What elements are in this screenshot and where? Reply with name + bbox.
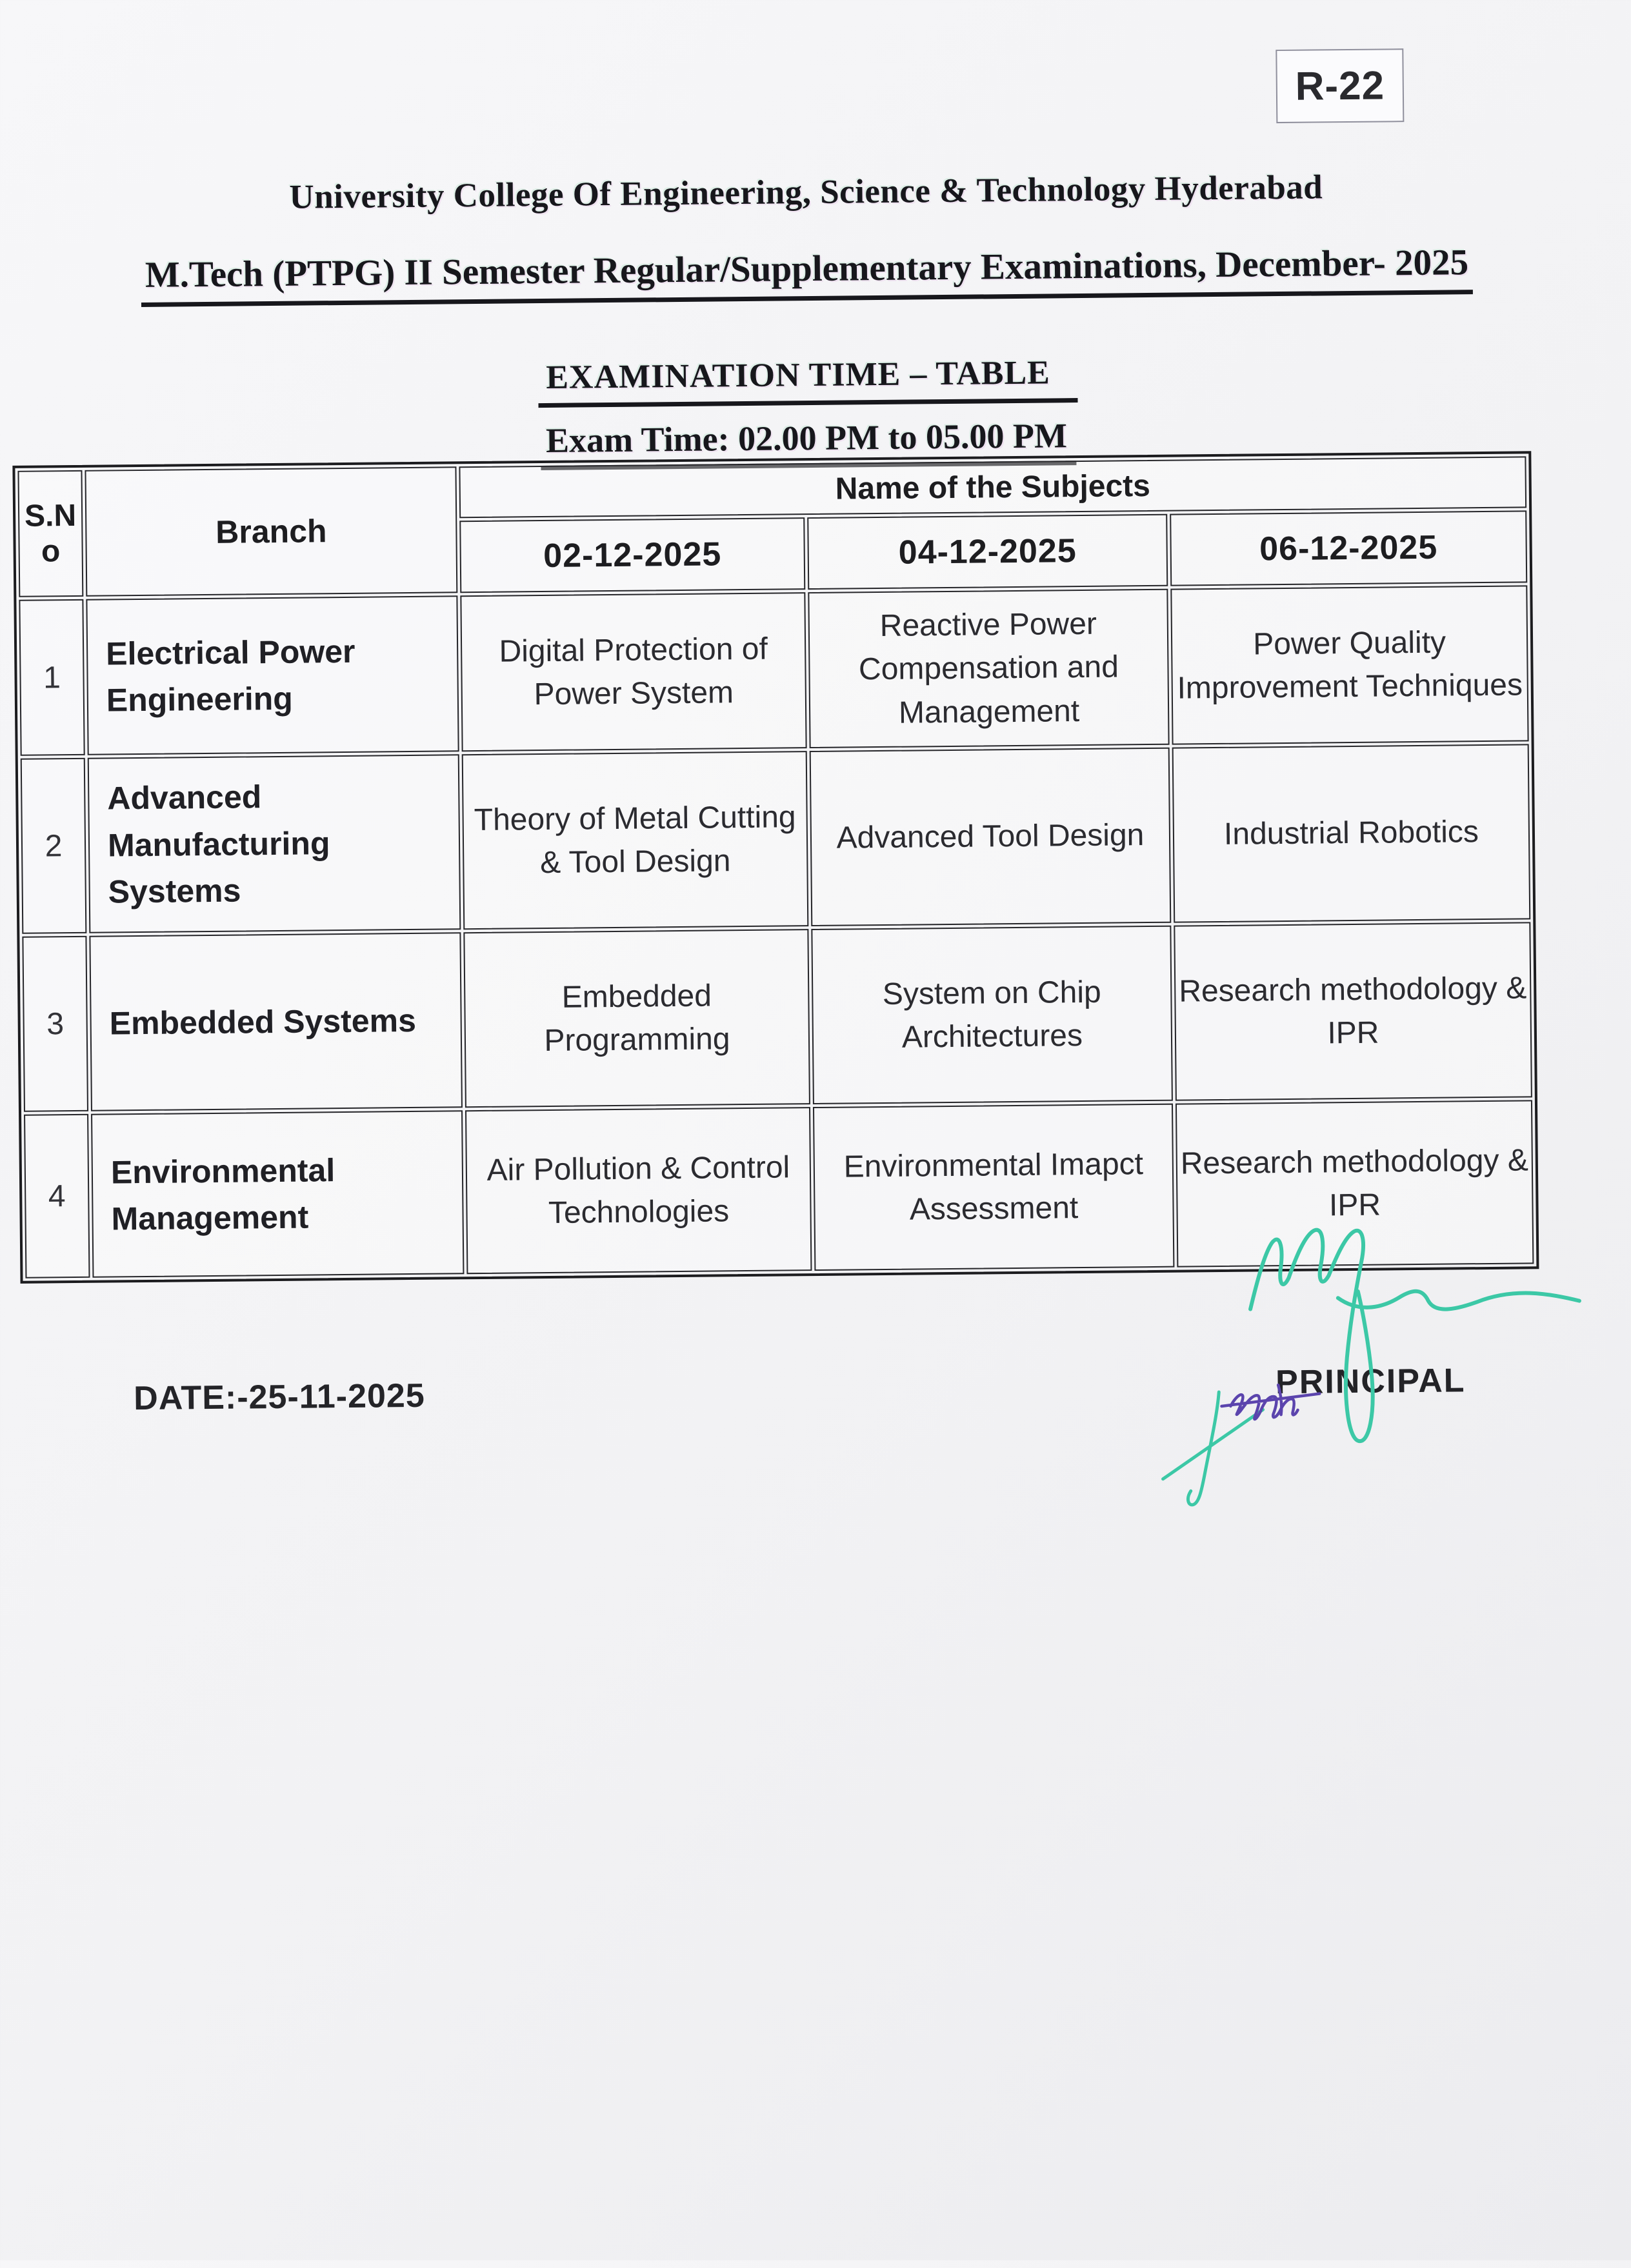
- table-row: [21, 744, 1531, 933]
- exam-title: [0, 240, 1623, 308]
- regulation-badge: [1276, 48, 1404, 123]
- branch-cell: Electrical Power Engineering: [86, 595, 459, 755]
- date-column-header-1: 02-12-2025: [459, 517, 805, 593]
- branch-cell: Embedded Systems: [89, 932, 463, 1111]
- sno-cell: 2: [21, 758, 87, 934]
- table-row: [19, 585, 1528, 755]
- date-column-header-2: 04-12-2025: [807, 514, 1168, 590]
- subject-cell: Industrial Robotics: [1172, 744, 1531, 922]
- principal-label: PRINCIPAL: [1275, 1362, 1466, 1402]
- subject-cell: Embedded Programming: [463, 929, 810, 1108]
- exam-time-heading-text: Exam Time: 02.00 PM to 05.00 PM: [541, 415, 1077, 470]
- subject-cell: Reactive Power Compensation and Management: [808, 589, 1169, 748]
- subject-cell: Air Pollution & Control Technologies: [465, 1107, 812, 1274]
- subject-cell: Environmental Imapct Assessment: [813, 1104, 1174, 1271]
- subjects-group-header: Name of the Subjects: [459, 456, 1526, 518]
- timetable-heading-text: EXAMINATION TIME – TABLE: [538, 353, 1077, 408]
- issue-date: DATE:-25-11-2025: [133, 1377, 425, 1418]
- table-row: [22, 922, 1532, 1111]
- branch-column-header: Branch: [85, 466, 457, 597]
- regulation-badge-label: R-22: [1295, 63, 1385, 109]
- sno-column-header: S.N o: [17, 470, 83, 597]
- timetable: [12, 451, 1539, 1284]
- exam-title-text: M.Tech (PTPG) II Semester Regular/Supplementary Examinations, December- 2025: [141, 241, 1473, 307]
- subject-cell: Research methodology & IPR: [1174, 922, 1532, 1100]
- subject-cell: Research methodology & IPR: [1176, 1100, 1534, 1267]
- branch-cell: Advanced Manufacturing Systems: [88, 754, 461, 933]
- sno-cell: 1: [19, 599, 85, 756]
- subject-cell: Advanced Tool Design: [810, 748, 1172, 926]
- subject-cell: System on Chip Architectures: [811, 926, 1173, 1104]
- table-row: [24, 1100, 1534, 1278]
- timetable-heading: [0, 348, 1623, 413]
- date-column-header-3: 06-12-2025: [1170, 510, 1527, 586]
- signature-teal-cross: [1162, 1391, 1264, 1505]
- subject-cell: Theory of Metal Cutting & Tool Design: [462, 751, 809, 930]
- subject-cell: Power Quality Improvement Techniques: [1170, 585, 1528, 744]
- subject-cell: Digital Protection of Power System: [460, 592, 806, 751]
- college-title: University College Of Engineering, Science & Technology Hyderabad: [289, 168, 1323, 216]
- sno-cell: 4: [24, 1114, 90, 1278]
- branch-cell: Environmental Management: [91, 1110, 464, 1278]
- sno-cell: 3: [22, 936, 88, 1112]
